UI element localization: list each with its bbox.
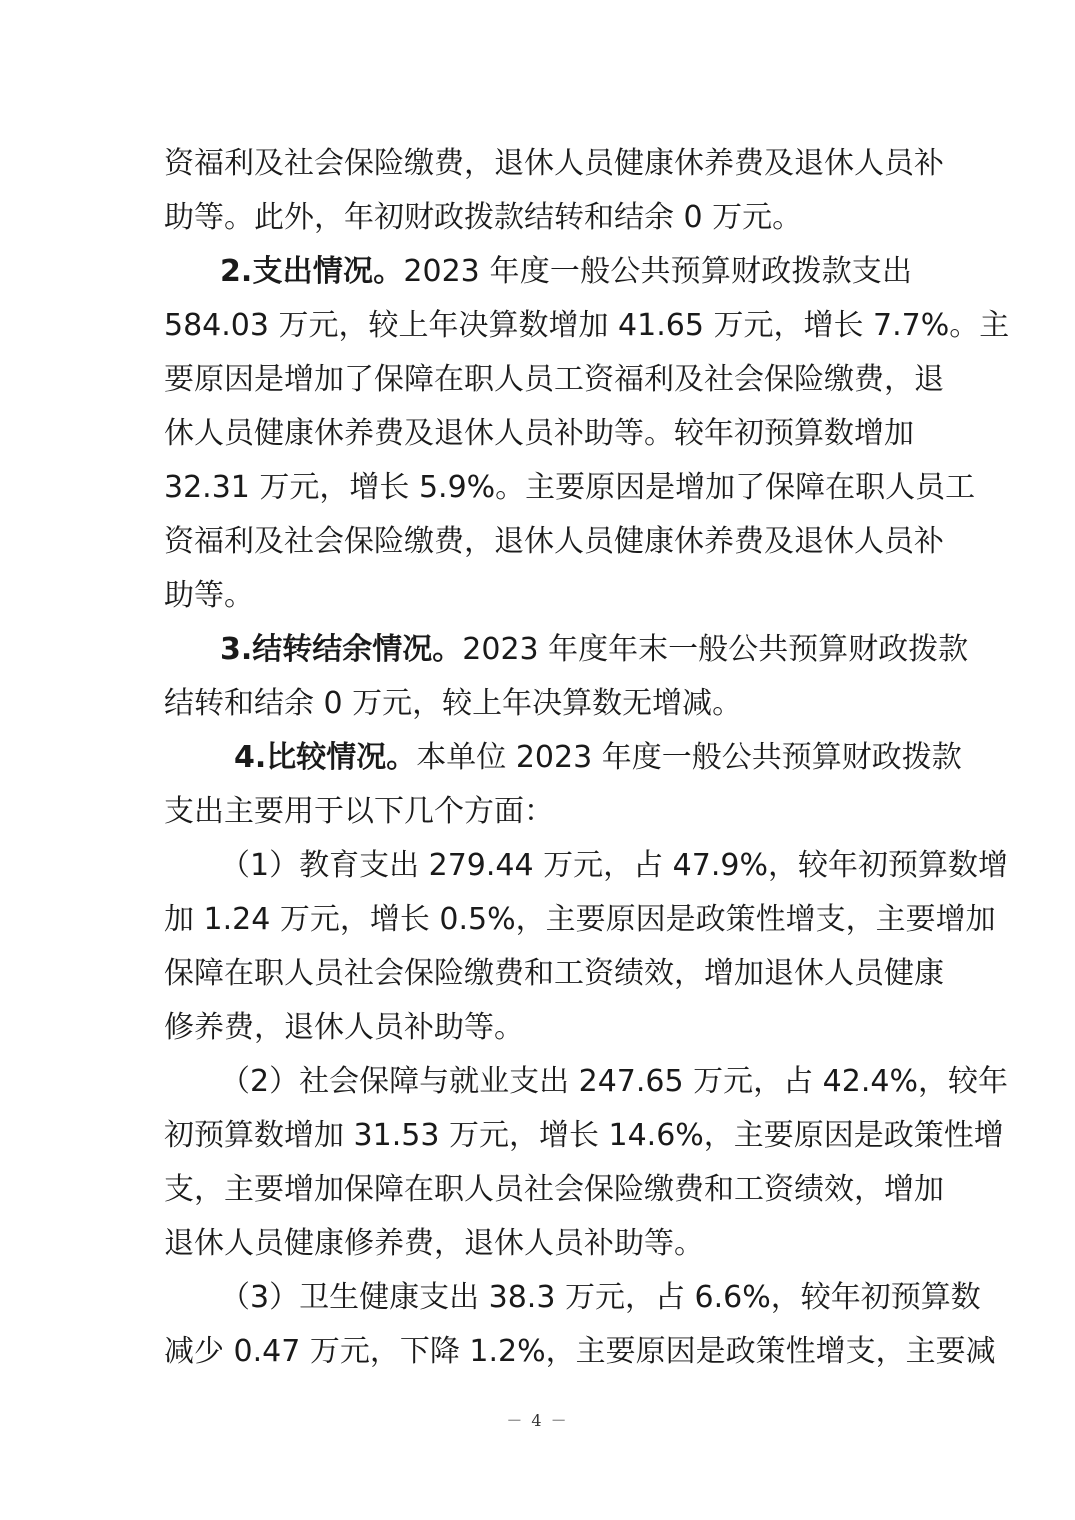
section-heading-line: 2.支出情况。2023 年度一般公共预算财政拨款支出 [220, 254, 912, 289]
text-line: 助等。此外，年初财政拨款结转和结余 0 万元。 [164, 200, 803, 235]
text-line: （2）社会保障与就业支出 247.65 万元，占 42.4%，较年 [220, 1064, 1008, 1099]
text-line: 资福利及社会保险缴费，退休人员健康休养费及退休人员补 [164, 146, 944, 181]
text-line: 休人员健康休养费及退休人员补助等。较年初预算数增加 [164, 416, 914, 451]
text-line: 初预算数增加 31.53 万元，增长 14.6%，主要原因是政策性增 [164, 1118, 1004, 1153]
text-line: 支，主要增加保障在职人员社会保险缴费和工资绩效，增加 [164, 1172, 944, 1207]
section-heading: 4.比较情况。 [234, 740, 417, 775]
text-line: 结转和结余 0 万元，较上年决算数无增减。 [164, 686, 743, 721]
text-line: 支出主要用于以下几个方面： [164, 794, 554, 829]
section-heading: 2.支出情况。 [220, 254, 404, 289]
section-heading-line: 4.比较情况。本单位 2023 年度一般公共预算财政拨款 [234, 740, 962, 775]
section-heading-line: 3.结转结余情况。2023 年度年末一般公共预算财政拨款 [220, 632, 969, 667]
text-line: 修养费，退休人员补助等。 [164, 1010, 524, 1045]
text-line: 584.03 万元，较上年决算数增加 41.65 万元，增长 7.7%。主 [164, 308, 1010, 343]
text-line: 助等。 [164, 578, 254, 613]
text-line: 32.31 万元，增长 5.9%。主要原因是增加了保障在职人员工 [164, 470, 976, 505]
text-line: 要原因是增加了保障在职人员工资福利及社会保险缴费，退 [164, 362, 944, 397]
section-heading: 3.结转结余情况。 [220, 632, 463, 667]
text-line: 退休人员健康修养费，退休人员补助等。 [164, 1226, 704, 1261]
text-line: （1）教育支出 279.44 万元，占 47.9%，较年初预算数增 [220, 848, 1008, 883]
text-line: （3）卫生健康支出 38.3 万元，占 6.6%，较年初预算数 [220, 1280, 981, 1315]
text-line: 资福利及社会保险缴费，退休人员健康休养费及退休人员补 [164, 524, 944, 559]
text-line: 加 1.24 万元，增长 0.5%，主要原因是政策性增支，主要增加 [164, 902, 996, 937]
text-line: 减少 0.47 万元，下降 1.2%，主要原因是政策性增支，主要减 [164, 1334, 996, 1369]
page-number: － 4 － [506, 1411, 569, 1430]
text-line: 保障在职人员社会保险缴费和工资绩效，增加退休人员健康 [164, 956, 944, 991]
